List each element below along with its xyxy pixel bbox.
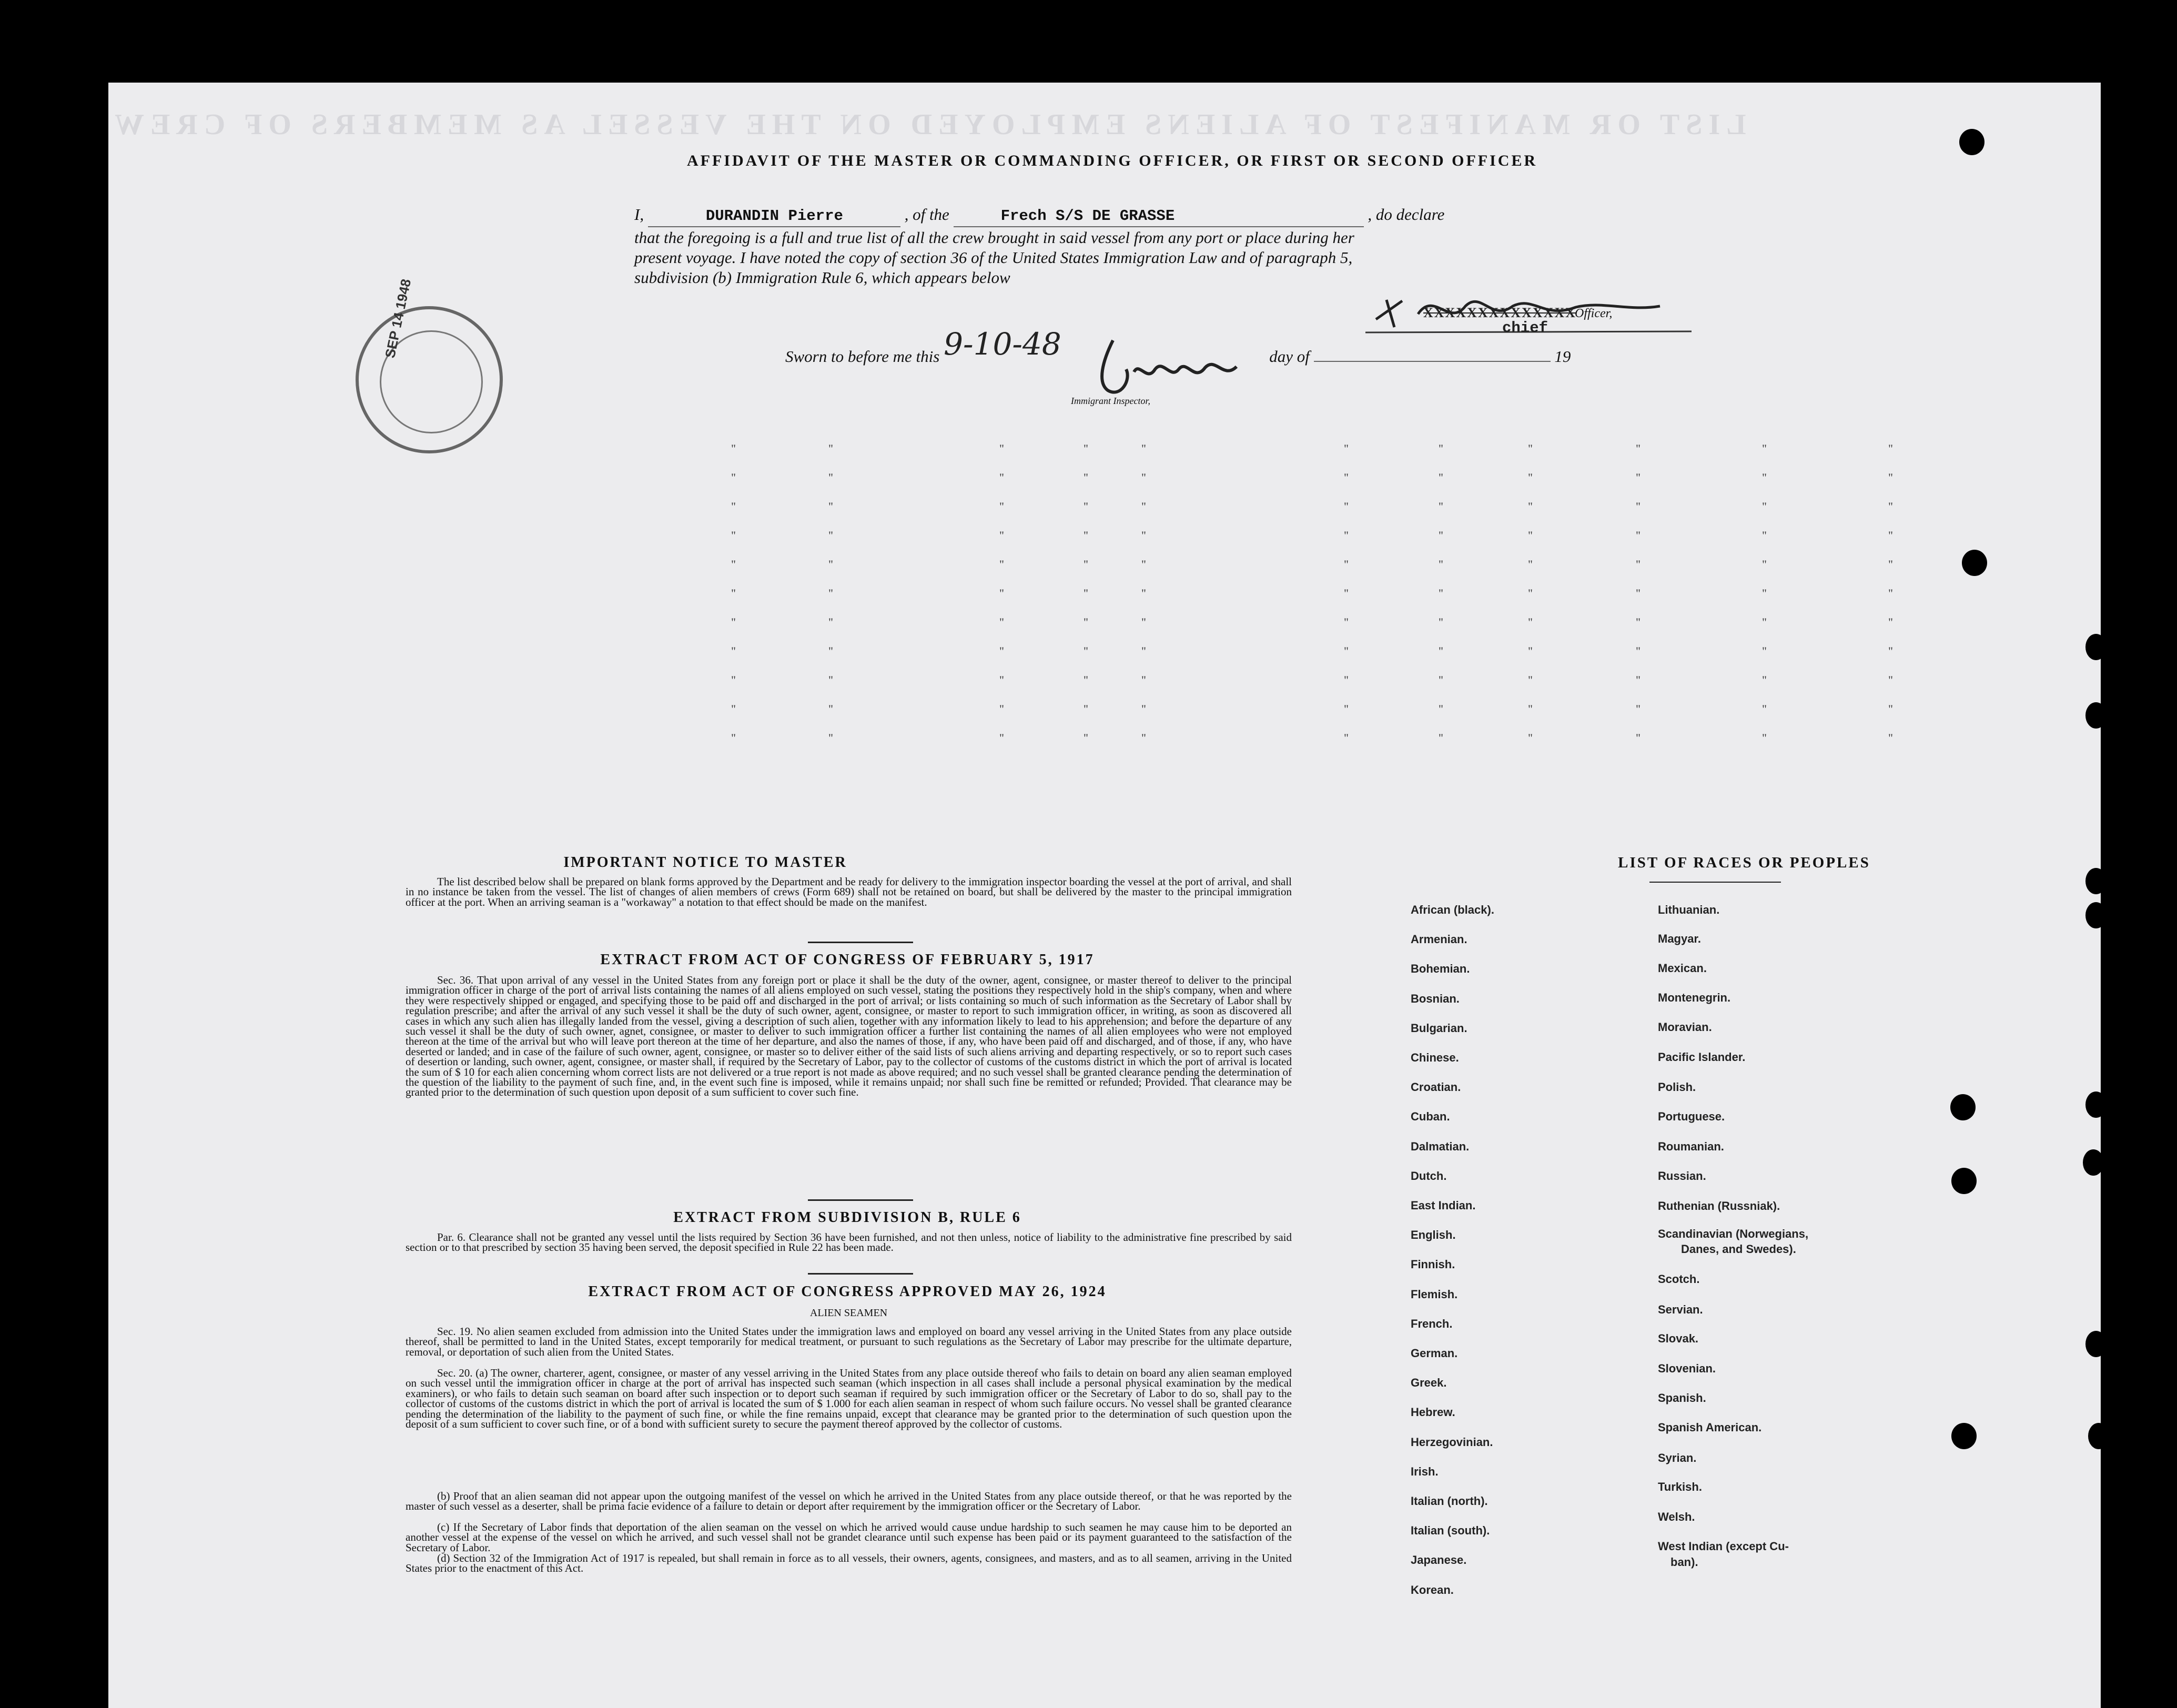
race-item: Servian. (1658, 1303, 1703, 1316)
race-item: Herzegovinian. (1411, 1435, 1493, 1449)
binder-hole (1962, 550, 1987, 576)
ditto-mark: " (1344, 587, 1349, 600)
binder-hole (2083, 1149, 2104, 1176)
race-item: Japanese. (1411, 1553, 1467, 1567)
race-item: German. (1411, 1347, 1458, 1360)
race-item: Flemish. (1411, 1287, 1458, 1301)
races-title: LIST OF RACES OR PEOPLES (1618, 854, 1870, 871)
binder-hole (2085, 902, 2107, 928)
subdivision-text: Par. 6. Clearance shall not be granted any vessel until the lists required by Section 36 have been furnished, and not then unless, notice of liability to the administrative fine prescribed by said section or to that prescribed by section 35 having been served, the deposit specified in Rule 22 has been made. (406, 1231, 1292, 1254)
ditto-mark: " (1636, 529, 1641, 542)
ditto-mark: " (1762, 529, 1767, 542)
divider (808, 1273, 913, 1275)
sec-20c-text: (c) If the Secretary of Labor finds that deportation of the alien seaman on the vessel on which he arrived would cause undue hardship to such seamen he may cause him to be deported an another vessel at the expense of the vessel on which he arrived, and such vessel shall not be grandet clearance until such expense has been paid or its payment guaranteed to the satisfaction of the Secretary of Labor. (406, 1521, 1292, 1554)
ditto-mark: " (1141, 644, 1146, 658)
binder-hole (2085, 1331, 2107, 1357)
ditto-mark: " (1528, 702, 1533, 715)
ditto-mark: " (1888, 529, 1893, 542)
do-declare-label: , do declare (1368, 205, 1445, 224)
ditto-mark: " (1528, 673, 1533, 686)
ditto-mark: " (1141, 471, 1146, 484)
ditto-mark: " (1636, 500, 1641, 513)
race-item: Bosnian. (1411, 992, 1460, 1005)
affidavit-title: AFFIDAVIT OF THE MASTER OR COMMANDING OFFICER, OR FIRST OR SECOND OFFICER (687, 152, 1538, 169)
ditto-mark: " (1344, 500, 1349, 513)
extract-1924-subtitle: ALIEN SEAMEN (809, 1307, 888, 1319)
ditto-mark: " (1528, 500, 1533, 513)
ditto-mark: " (1344, 442, 1349, 455)
race-item: Turkish. (1658, 1480, 1702, 1493)
extract-1924-title: EXTRACT FROM ACT OF CONGRESS APPROVED MAY 26, 1924 (588, 1283, 1107, 1300)
ditto-mark: " (828, 587, 833, 600)
ditto-mark: " (828, 529, 833, 542)
mirrored-header-bleedthrough: LIST OR MANIFEST OF ALIENS EMPLOYED ON THE VESSEL AS MEMBERS OF CREW (108, 108, 1746, 141)
race-item: Slovenian. (1658, 1362, 1716, 1375)
ditto-mark: " (1888, 500, 1893, 513)
ditto-mark: " (1141, 587, 1146, 600)
race-item: Hebrew. (1411, 1406, 1455, 1419)
ditto-mark: " (1888, 442, 1893, 455)
vessel-field (954, 205, 1364, 227)
ditto-mark: " (1084, 558, 1088, 571)
race-item: French. (1411, 1317, 1453, 1330)
binder-hole (2085, 702, 2107, 729)
ditto-mark: " (828, 558, 833, 571)
ditto-mark: " (1636, 587, 1641, 600)
ditto-mark: " (1762, 471, 1767, 484)
race-item: West Indian (except Cu- (1658, 1540, 1789, 1553)
ditto-mark: " (1439, 529, 1443, 542)
inspector-label: Immigrant Inspector, (1071, 396, 1150, 406)
day-of-label: day of (1269, 347, 1310, 366)
manifest-page (108, 83, 2101, 1708)
ditto-mark: " (731, 500, 736, 513)
officer-label: Officer, (1575, 307, 1613, 320)
ditto-mark: " (1888, 673, 1893, 686)
ditto-mark: " (1762, 558, 1767, 571)
ditto-mark: " (999, 529, 1004, 542)
year-label: 19 (1554, 347, 1571, 366)
ditto-mark: " (1141, 731, 1146, 744)
ditto-mark: " (1888, 731, 1893, 744)
ditto-mark: " (828, 644, 833, 658)
ditto-mark: " (1762, 673, 1767, 686)
notice-title: IMPORTANT NOTICE TO MASTER (563, 854, 847, 871)
race-item: Dutch. (1411, 1169, 1447, 1183)
ditto-mark: " (828, 615, 833, 629)
race-item: Syrian. (1658, 1451, 1697, 1464)
notice-text: The list described below shall be prepared on blank forms approved by the Department and be ready for delivery to the immigration inspector boarding the vessel at the port of arrival, and shall in no instance be taken from the vessel. The list of changes of alien members of crews (Form 689) shall not be retained on board, but shall be delivered by the master to the principal immigration officer at the port. When an arriving seaman is a "workaway" a notation to that effect should be made on the manifest. (406, 875, 1292, 908)
sec-19-text: Sec. 19. No alien seamen excluded from admission into the United States under the immigration laws and employed on board any vessel arriving in the United States from any place outside thereof, shall be permitted to land in the United States, except temporarily for medical treatment, or pursuant to such regulations as the Secretary of Labor may prescribe for the ultimate departure, removal, or deportation of such alien from the United States. (406, 1325, 1292, 1358)
ditto-mark: " (731, 442, 736, 455)
stamp-date: SEP 14 1948 (382, 277, 414, 360)
ditto-mark: " (1528, 529, 1533, 542)
subdivision-title: EXTRACT FROM SUBDIVISION B, RULE 6 (673, 1209, 1021, 1226)
race-item: Italian (south). (1411, 1524, 1490, 1538)
ditto-mark: " (1141, 673, 1146, 686)
ditto-mark: " (731, 587, 736, 600)
extract-1917-text: Sec. 36. That upon arrival of any vessel in the United States from any foreign port or place it shall be the duty of the owner, agent, consignee, or master thereof to deliver to the principal immigration officer in charge of the port of arrival lists containing the names of all aliens employed on such vessel, stating the positions they respectively hold in the ship's company, when and where they were respectively shipped or engaged, and specifying those to be paid off and discharged in the port of arrival; or lists containing so much of such information as the Secretary of Labor shall by regulation prescribe; and after the arrival of any such vessel it shall be the duty of such owner, agent, consignee, or master to report to such immigration officer, in writing, as soon as discovered all cases in which any such alien has illegally landed from the vessel, giving a description of such alien, together with any information likely to lead to his apprehension; and before the departure of any such vessel it shall be the duty of such owner, agnet, consignee, or master to deliver to such immigration officer a further list containing the names of all alien employees who were not employed thereon at the time of the arrival but who will leave port thereon at the time of her departure, and also the names of those, if any, who have been paid off and discharged, and of those, if any, who have deserted or landed; and in case of the failure of such owner, agent, consignee, or master so to deliver either of the said lists of such aliens arriving and departing respectively, or so to report such cases of desertion or landing, such owner, agent, consignee, or master shall, if required by the Secretary of Labor, pay to the collector of customs of the customs district in which the port of arrival is located the sum of $ 10 for each alien concerning whom correct lists are not delivered or a true report is not made as above required; and no such vessel shall be granted clearance pending the determination of the question of the liability to the payment of such fine, and, in the event such fine is imposed, while it remains unpaid; nor shall such fine be remitted or refunded; Provided. That clearance may be granted prior to the determination of such question upon deposit of a sum sufficient to cover such fine. (406, 974, 1292, 1099)
divider (1649, 882, 1781, 883)
affidavit-line-2: that the foregoing is a full and true list of all the crew brought in said vessel from any port or place during her (634, 228, 1354, 247)
race-item: Spanish. (1658, 1391, 1706, 1404)
ditto-mark: " (1762, 500, 1767, 513)
divider (808, 1199, 913, 1201)
binder-hole (2085, 868, 2107, 894)
race-item: Korean. (1411, 1583, 1454, 1596)
ditto-mark: " (1084, 731, 1088, 744)
ditto-mark: " (1439, 615, 1443, 629)
race-item: African (black). (1411, 903, 1494, 916)
ditto-mark: " (1636, 558, 1641, 571)
ditto-mark: " (828, 500, 833, 513)
race-item: Spanish American. (1658, 1421, 1762, 1434)
ditto-mark: " (1762, 731, 1767, 744)
affidavit-line-1 (634, 205, 1744, 227)
ditto-mark: " (1888, 471, 1893, 484)
ditto-mark: " (1141, 558, 1146, 571)
ditto-mark: " (731, 673, 736, 686)
ditto-mark: " (1344, 644, 1349, 658)
divider (808, 942, 913, 943)
ditto-mark: " (1141, 702, 1146, 715)
ditto-mark: " (1528, 471, 1533, 484)
race-item: Slovak. (1658, 1332, 1699, 1345)
ditto-mark: " (1439, 471, 1443, 484)
race-item: English. (1411, 1228, 1456, 1242)
ditto-mark: " (1762, 587, 1767, 600)
ditto-mark: " (1344, 471, 1349, 484)
race-item: Ruthenian (Russniak). (1658, 1199, 1780, 1212)
race-item: Irish. (1411, 1464, 1439, 1478)
ditto-mark: " (1636, 673, 1641, 686)
binder-hole (1951, 1423, 1977, 1449)
ditto-mark: " (1439, 500, 1443, 513)
binder-hole (2085, 1091, 2107, 1118)
race-item: Welsh. (1658, 1510, 1695, 1523)
race-item: Greek. (1411, 1376, 1447, 1390)
ditto-mark: " (1636, 615, 1641, 629)
ditto-mark: " (1084, 529, 1088, 542)
ditto-mark: " (828, 673, 833, 686)
ditto-mark: " (1888, 702, 1893, 715)
ditto-mark: " (1084, 644, 1088, 658)
binder-hole (1951, 1168, 1977, 1194)
ditto-mark: " (731, 731, 736, 744)
race-item: Montenegrin. (1658, 991, 1731, 1004)
binder-hole (1950, 1094, 1976, 1120)
ditto-mark: " (999, 673, 1004, 686)
ditto-mark: " (1439, 673, 1443, 686)
ditto-mark: " (1084, 471, 1088, 484)
ditto-mark: " (731, 615, 736, 629)
ditto-mark: " (1528, 558, 1533, 571)
ditto-mark: " (1636, 702, 1641, 715)
ditto-mark: " (1084, 587, 1088, 600)
ditto-mark: " (1528, 731, 1533, 744)
race-item: Moravian. (1658, 1020, 1712, 1034)
race-item: Scotch. (1658, 1272, 1700, 1286)
ditto-mark: " (731, 558, 736, 571)
ditto-mark: " (828, 702, 833, 715)
race-item: Mexican. (1658, 962, 1707, 975)
ditto-mark: " (731, 702, 736, 715)
ditto-mark: " (731, 644, 736, 658)
ditto-mark: " (1084, 673, 1088, 686)
ditto-mark: " (1762, 644, 1767, 658)
ditto-mark: " (1344, 529, 1349, 542)
ditto-mark: " (828, 442, 833, 455)
ditto-mark: " (1141, 615, 1146, 629)
affidavit-line-4: subdivision (b) Immigration Rule 6, which appears below (634, 268, 1010, 287)
affidavit-line-3: present voyage. I have noted the copy of section 36 of the United States Immigration Law and of paragraph 5, (634, 248, 1353, 267)
race-item: Portuguese. (1658, 1110, 1725, 1123)
sworn-label: Sworn to before me this (785, 347, 940, 366)
ditto-mark: " (1636, 442, 1641, 455)
race-item: Pacific Islander. (1658, 1050, 1746, 1064)
ditto-mark: " (1762, 702, 1767, 715)
ditto-mark: " (1344, 673, 1349, 686)
race-item: Bohemian. (1411, 962, 1470, 976)
ditto-mark: " (1084, 615, 1088, 629)
ditto-mark: " (1636, 731, 1641, 744)
i-label: I, (634, 205, 644, 224)
binder-hole (1959, 129, 1984, 155)
ditto-mark: " (1439, 442, 1443, 455)
ditto-mark: " (1762, 615, 1767, 629)
ditto-mark: " (1888, 587, 1893, 600)
ditto-mark: " (999, 442, 1004, 455)
ditto-mark: " (1888, 615, 1893, 629)
race-item: Lithuanian. (1658, 903, 1720, 916)
ditto-mark: " (1528, 644, 1533, 658)
ditto-mark: " (1439, 644, 1443, 658)
of-the-label: , of the (904, 205, 949, 224)
binder-hole (2085, 634, 2107, 660)
binder-hole (2088, 1423, 2109, 1449)
ditto-mark: " (1528, 615, 1533, 629)
ditto-mark: " (999, 702, 1004, 715)
ditto-mark: " (999, 558, 1004, 571)
ditto-mark: " (1888, 558, 1893, 571)
race-item: Magyar. (1658, 932, 1701, 945)
ditto-mark: " (731, 471, 736, 484)
race-item: Danes, and Swedes). (1681, 1242, 1796, 1256)
race-item: Cuban. (1411, 1110, 1450, 1124)
race-item: East Indian. (1411, 1199, 1476, 1212)
race-item: Polish. (1658, 1080, 1696, 1094)
master-name-field (648, 205, 900, 227)
chief-label: chief (1502, 319, 1548, 337)
race-item: Chinese. (1411, 1051, 1459, 1064)
ditto-mark: " (1762, 442, 1767, 455)
ditto-mark: " (1084, 500, 1088, 513)
ditto-mark: " (1084, 702, 1088, 715)
ditto-mark: " (999, 644, 1004, 658)
ditto-mark: " (999, 731, 1004, 744)
race-item: ban). (1670, 1555, 1698, 1569)
master-name: DURANDIN Pierre (705, 207, 843, 225)
ditto-mark: " (1636, 644, 1641, 658)
race-item: Finnish. (1411, 1258, 1455, 1271)
ditto-mark: " (999, 615, 1004, 629)
race-item: Italian (north). (1411, 1494, 1488, 1508)
sec-20a-text: Sec. 20. (a) The owner, charterer, agent, consignee, or master of any vessel arriving in the United States from any place outside thereof who fails to detain on board any alien seaman employed on such vessel until the immigration officer in charge at the port of arrival has inspected such seaman (which inspection in all cases shall include a personal physical examination by the medical examiners), or who fails to detain such seaman on board after such inspection or to deport such seaman if required by such immigration officer or the Secretary of Labor to do so, shall pay to the collector of customs of the customs district in which the port of arrival is located the sum of $ 1.000 for each alien seaman in respect of whom such failure occurs. No vessel shall be granted clearance pending the determination of the liability to the payment of such fine, or while the fine remains unpaid, except that clearance may be granted prior to the determination of such question upon the deposit of a sum sufficient to cover such fine, or of a bond with sufficient surety to secure the payment thereof approved by the collector of customs. (406, 1367, 1292, 1431)
race-item: Croatian. (1411, 1080, 1461, 1094)
ditto-mark: " (1084, 442, 1088, 455)
ditto-mark: " (828, 471, 833, 484)
race-item: Roumanian. (1658, 1140, 1724, 1153)
ditto-mark: " (1636, 471, 1641, 484)
inspector-signature (1076, 330, 1250, 403)
ditto-mark: " (1344, 615, 1349, 629)
ditto-mark: " (1528, 442, 1533, 455)
race-item: Bulgarian. (1411, 1021, 1467, 1035)
extract-1917-title: EXTRACT FROM ACT OF CONGRESS OF FEBRUARY 5, 1917 (600, 952, 1095, 968)
race-item: Armenian. (1411, 933, 1467, 946)
ditto-mark: " (1528, 587, 1533, 600)
ditto-mark: " (1344, 702, 1349, 715)
ditto-mark: " (1439, 731, 1443, 744)
ditto-mark: " (999, 471, 1004, 484)
race-item: Russian. (1658, 1169, 1706, 1183)
officer-struck: XXXXXXXXXXXXXX (1423, 305, 1576, 320)
race-item: Dalmatian. (1411, 1139, 1470, 1153)
ditto-mark: " (828, 731, 833, 744)
immigration-stamp (356, 306, 503, 453)
sworn-date: 9-10-48 (944, 326, 1061, 362)
ditto-mark: " (1141, 442, 1146, 455)
sec-20b-text: (b) Proof that an alien seaman did not appear upon the outgoing manifest of the vessel on which he arrived in the United States from any place outside thereof, or that he was reported by the master of such vessel as a deserter, shall be prima facie evidence of a failure to detain or deport after requirement by the immigration officer or the Secretary of Labor. (406, 1490, 1292, 1513)
race-item: Scandinavian (Norwegians, (1658, 1227, 1809, 1240)
sec-20d-text: (d) Section 32 of the Immigration Act of 1917 is repealed, but shall remain in force as to all vessels, their owners, agents, consignees, and masters, and as to all seamen, arriving in the United States prior to the enactment of this Act. (406, 1552, 1292, 1575)
ditto-mark: " (1344, 558, 1349, 571)
ditto-mark: " (1888, 644, 1893, 658)
vessel-name: Frech S/S DE GRASSE (1000, 207, 1175, 225)
ditto-mark: " (1439, 587, 1443, 600)
ditto-mark: " (999, 500, 1004, 513)
ditto-mark: " (1439, 702, 1443, 715)
ditto-mark: " (1141, 529, 1146, 542)
ditto-mark: " (1141, 500, 1146, 513)
ditto-mark: " (999, 587, 1004, 600)
ditto-mark: " (1439, 558, 1443, 571)
ditto-mark: " (1344, 731, 1349, 744)
ditto-mark: " (731, 529, 736, 542)
